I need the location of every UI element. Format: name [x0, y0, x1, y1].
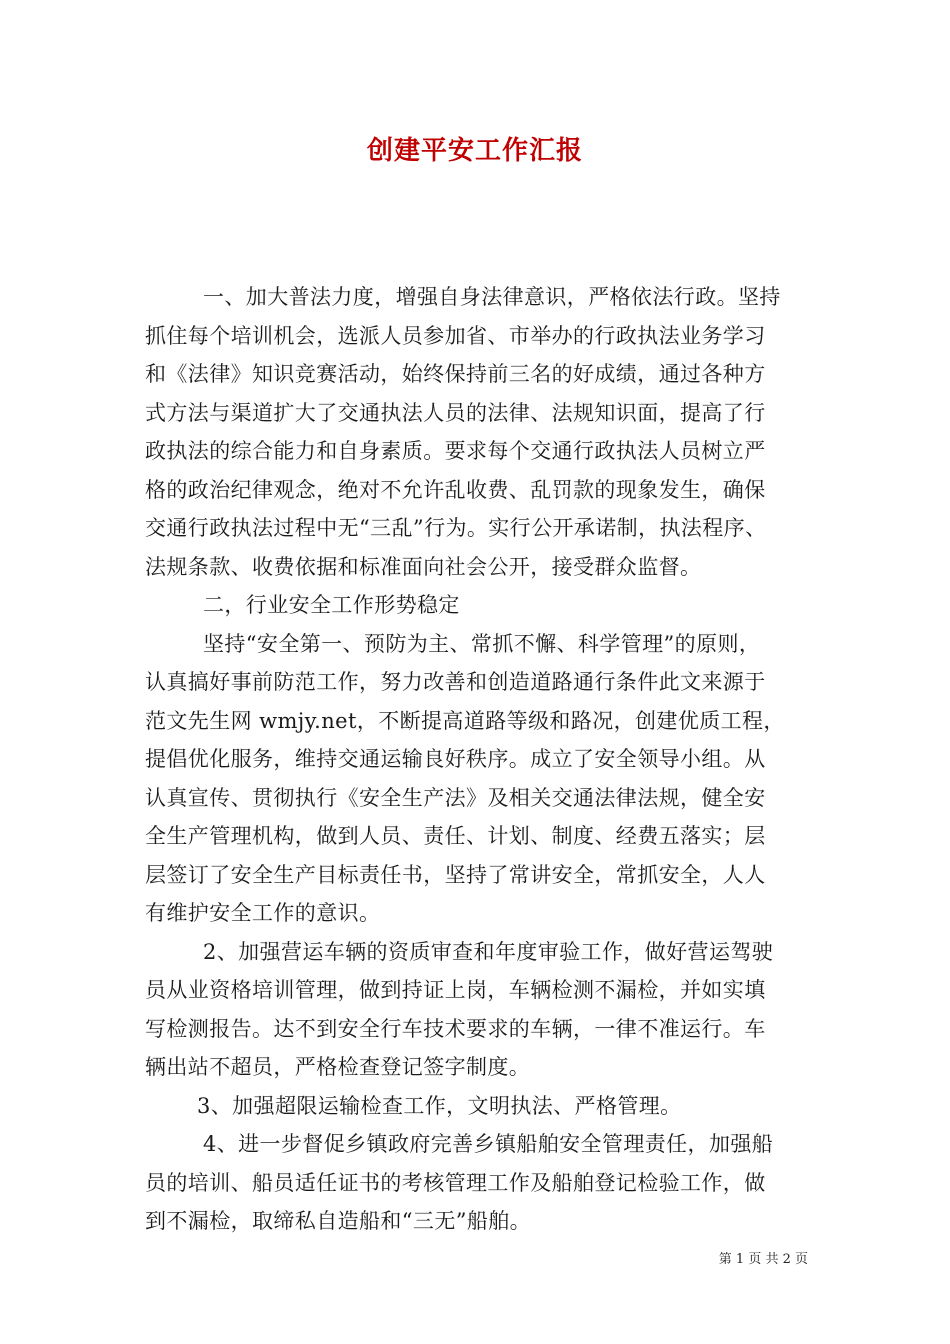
- paragraph-line: 式方法与渠道扩大了交通执法人员的法律、法规知识面，提高了行: [145, 400, 766, 425]
- paragraph-line: 格的政治纪律观念，绝对不允许乱收费、乱罚款的现象发生，确保: [145, 477, 766, 502]
- paragraph-line: 交通行政执法过程中无“三乱”行为。实行公开承诺制，执法程序、: [145, 516, 767, 540]
- paragraph-line: 坚持“安全第一、预防为主、常抓不懈、科学管理”的原则，: [203, 631, 761, 656]
- paragraph-line: 一、加大普法力度，增强自身法律意识，严格依法行政。坚持: [203, 285, 781, 309]
- page-title: 创建平安工作汇报: [366, 136, 583, 166]
- paragraph-line: 抓住每个培训机会，选派人员参加省、市举办的行政执法业务学习: [145, 323, 766, 348]
- paragraph-line: 认真搞好事前防范工作，努力改善和创造道路通行条件此文来源于: [145, 670, 766, 694]
- paragraph-line: 和《法律》知识竞赛活动，始终保持前三名的好成绩，通过各种方: [145, 362, 766, 386]
- paragraph-line: 到不漏检，取缔私自造船和“三无”船舶。: [145, 1209, 532, 1233]
- paragraph-line: 写检测报告。达不到安全行车技术要求的车辆，一律不准运行。车: [145, 1016, 766, 1041]
- document-body: [145, 278, 805, 1241]
- paragraph-line: 3、加强超限运输检查工作，文明执法、严格管理。: [197, 1093, 682, 1118]
- paragraph-line: 提倡优化服务，维持交通运输良好秩序。成立了安全领导小组。从: [145, 747, 766, 771]
- paragraph-line: 2、加强营运车辆的资质审查和年度审验工作，做好营运驾驶: [203, 939, 774, 964]
- paragraph-line: 辆出站不超员，严格检查登记签字制度。: [145, 1055, 531, 1079]
- paragraph-line: 全生产管理机构，做到人员、责任、计划、制度、经费五落实；层: [145, 824, 766, 848]
- page-number-footer: 第 1 页 共 2 页: [718, 1252, 808, 1267]
- paragraph-line: 法规条款、收费依据和标准面向社会公开，接受群众监督。: [145, 554, 702, 579]
- section-heading: 二，行业安全工作形势稳定: [203, 593, 460, 617]
- paragraph-line: 范文先生网 wmjy.net，不断提高道路等级和路况，创建优质工程，: [145, 708, 785, 733]
- paragraph-line: 政执法的综合能力和自身素质。要求每个交通行政执法人员树立严: [145, 439, 766, 463]
- paragraph-line: 4、进一步督促乡镇政府完善乡镇船舶安全管理责任，加强船: [203, 1132, 774, 1156]
- paragraph-line: 认真宣传、贯彻执行《安全生产法》及相关交通法律法规，健全安: [145, 785, 766, 810]
- paragraph-line: 员的培训、船员适任证书的考核管理工作及船舶登记检验工作，做: [145, 1170, 766, 1195]
- paragraph-line: 员从业资格培训管理，做到持证上岗，车辆检测不漏检，并如实填: [145, 978, 766, 1002]
- paragraph-line: 层签订了安全生产目标责任书，坚持了常讲安全，常抓安全，人人: [145, 862, 766, 887]
- paragraph-line: 有维护安全工作的意识。: [145, 901, 381, 925]
